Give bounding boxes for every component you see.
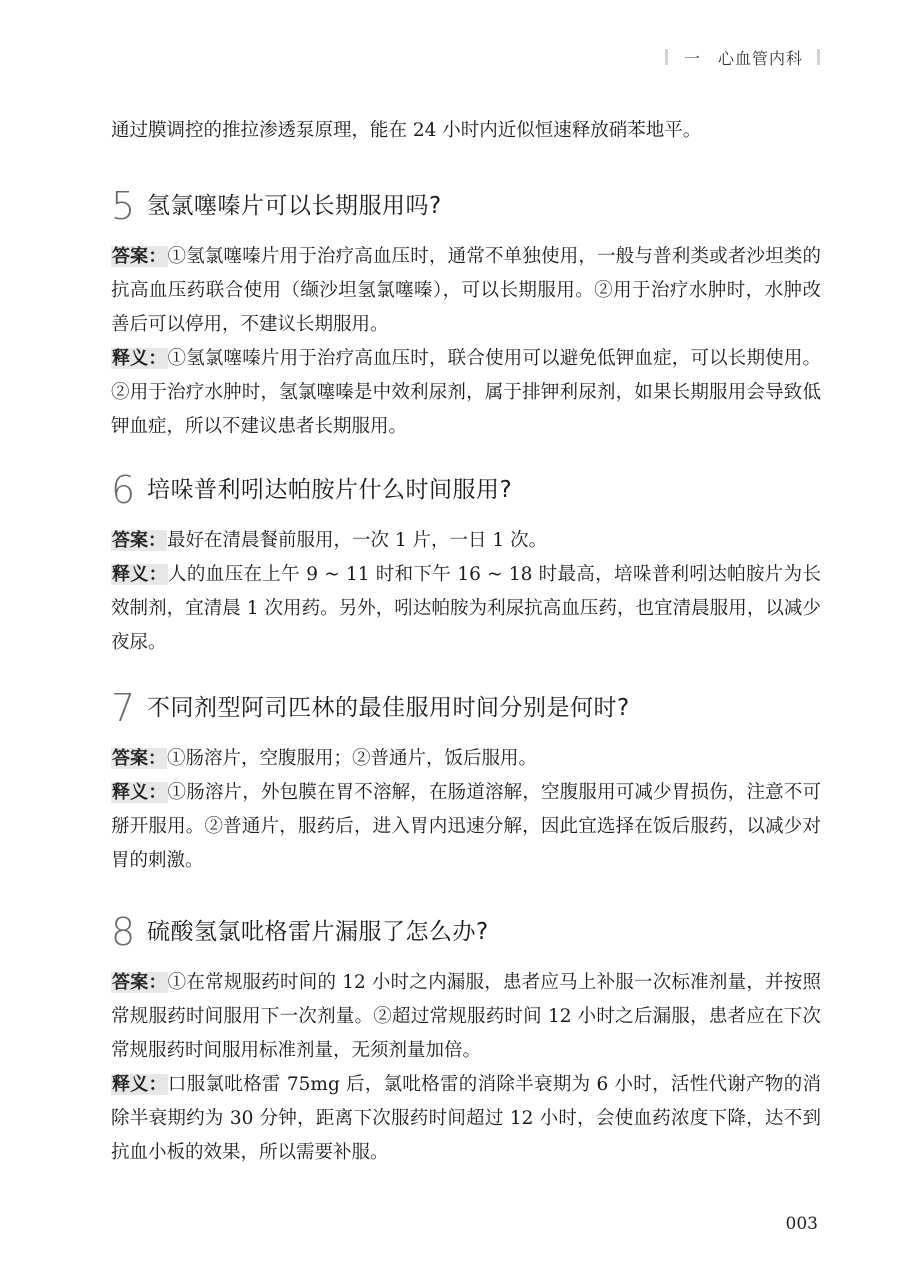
explanation-label: 释义：: [112, 1074, 167, 1095]
answer-label: 答案：: [112, 530, 166, 551]
explanation-text: 口服氯吡格雷 75mg 后，氯吡格雷的消除半衰期为 6 小时，活性代谢产物的消除半衰期约为 30 分钟，距离下次服药时间超过 12 小时，会使血药浓度下降，达不到抗血小板的效果，所以需要补服。: [111, 1074, 821, 1163]
explanation-label: 释义：: [112, 782, 167, 803]
intro-paragraph: 通过膜调控的推拉渗透泵原理，能在 24 小时内近似恒速释放硝苯地平。: [111, 120, 702, 141]
header-dash: 一: [683, 48, 700, 68]
explanation-text: ①肠溶片，外包膜在胃不溶解，在肠道溶解，空腹服用可减少胃损伤，注意不可掰开服用。②普通片，服药后，进入胃内迅速分解，因此宜选择在饭后服药，以减少对胃的刺激。: [111, 782, 821, 871]
chapter-title: 心血管内科: [717, 48, 803, 68]
question-section-6: [111, 466, 821, 660]
question-body: [111, 524, 821, 660]
explanation-paragraph: [111, 342, 821, 444]
answer-text: ①在常规服药时间的 12 小时之内漏服，患者应马上补服一次标准剂量，并按照常规服药时间服用下一次剂量。②超过常规服药时间 12 小时之后漏服，患者应在下次常规服药时间服用标准剂量，无须剂量加倍。: [111, 972, 822, 1061]
header-divider-right: [817, 49, 820, 65]
header-divider-left: [665, 49, 668, 65]
question-heading: [111, 182, 821, 230]
answer-text: 最好在清晨餐前服用，一次 1 片，一日 1 次。: [167, 530, 548, 551]
question-title: 硫酸氢氯吡格雷片漏服了怎么办?: [147, 919, 489, 945]
answer-label: 答案：: [112, 246, 167, 267]
question-heading: [111, 684, 821, 732]
question-heading: [111, 908, 821, 956]
page-number: 003: [785, 1214, 818, 1234]
question-body: [111, 966, 821, 1170]
question-title: 培哚普利吲达帕胺片什么时间服用?: [147, 477, 513, 503]
answer-text: ①氢氯噻嗪片用于治疗高血压时，通常不单独使用，一般与普利类或者沙坦类的抗高血压药联合使用（缬沙坦氢氯噻嗪），可以长期服用。②用于治疗水肿时，水肿改善后可以停用，不建议长期服用。: [111, 246, 821, 335]
question-number: 8: [111, 910, 136, 954]
question-section-5: [111, 182, 821, 444]
question-section-7: [111, 684, 821, 878]
question-heading: [111, 466, 821, 514]
explanation-label: 释义：: [112, 564, 168, 585]
answer-paragraph: [111, 742, 821, 776]
explanation-text: 人的血压在上午 9 ~ 11 时和下午 16 ~ 18 时最高，培哚普利吲达帕胺片为长效制剂，宜清晨 1 次用药。另外，吲达帕胺为利尿抗高血压药，也宜清晨服用，以减少夜尿。: [111, 564, 821, 653]
explanation-paragraph: [111, 1068, 821, 1170]
answer-paragraph: [111, 524, 821, 558]
question-body: [111, 240, 821, 444]
answer-text: ①肠溶片，空腹服用；②普通片，饭后服用。: [167, 748, 538, 769]
explanation-paragraph: [111, 558, 821, 660]
question-title: 不同剂型阿司匹林的最佳服用时间分别是何时?: [147, 695, 630, 721]
question-section-8: [111, 908, 821, 1170]
answer-paragraph: [111, 966, 821, 1068]
answer-paragraph: [111, 240, 821, 342]
question-body: [111, 742, 821, 878]
explanation-label: 释义：: [112, 348, 167, 369]
explanation-text: ①氢氯噻嗪片用于治疗高血压时，联合使用可以避免低钾血症，可以长期使用。②用于治疗水肿时，氢氯噻嗪是中效利尿剂，属于排钾利尿剂，如果长期服用会导致低钾血症，所以不建议患者长期服用。: [111, 348, 821, 437]
answer-label: 答案：: [112, 748, 166, 769]
question-number: 6: [111, 468, 136, 512]
answer-label: 答案：: [112, 972, 167, 993]
question-number: 5: [111, 184, 136, 228]
running-header: [665, 46, 820, 68]
explanation-paragraph: [111, 776, 821, 878]
question-number: 7: [111, 686, 136, 730]
question-title: 氢氯噻嗪片可以长期服用吗?: [147, 193, 442, 219]
